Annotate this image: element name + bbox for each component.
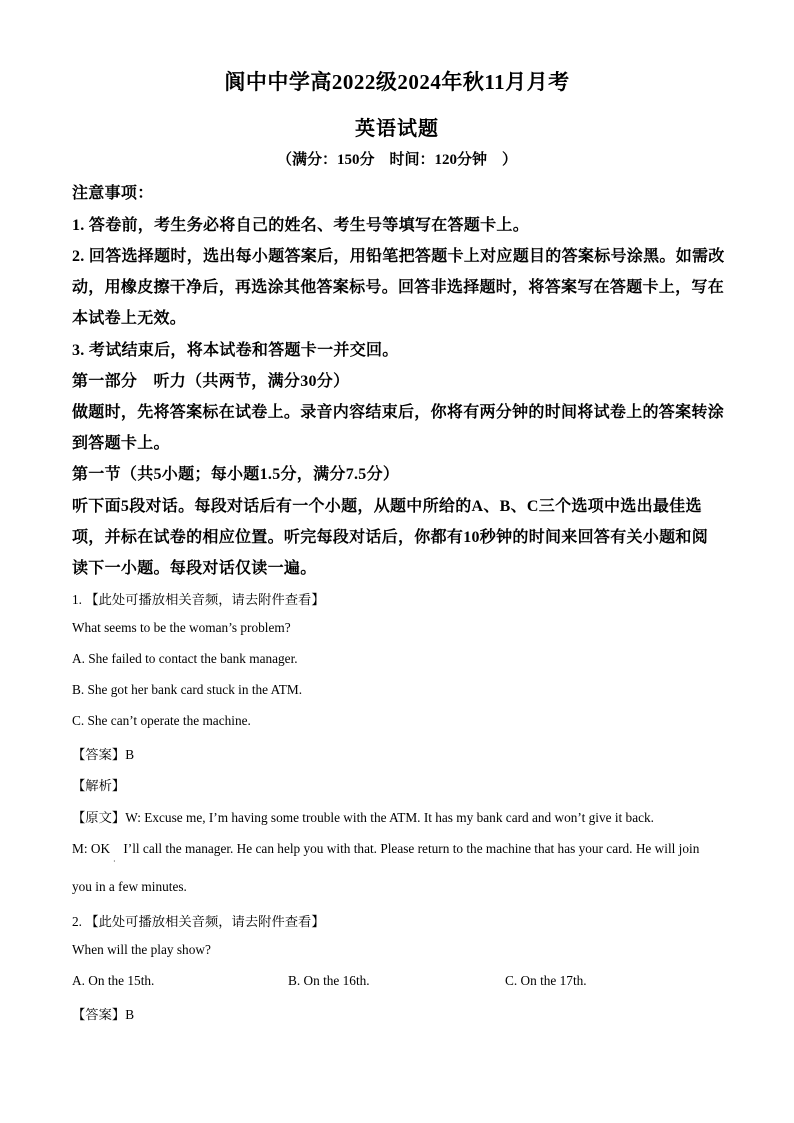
q2-option-c: C. On the 17th. [505,973,587,988]
note-2-line-3: 本试卷上无效。 [72,310,187,327]
note-1: 1. 答卷前，考生务必将自己的姓名、考生号等填写在答题卡上。 [72,217,530,234]
q1-audio-link[interactable]: 1. 【此处可播放相关音频，请去附件查看】 [72,592,325,607]
q1-original-w [72,807,654,826]
q2-answer [72,1004,134,1023]
section1-instr-line-1: 听下面5段对话。每段对话后有一个小题，从题中所给的A、B、C三个选项中选出最佳选 [72,498,702,515]
answer-tag: 【答案】 [72,747,126,762]
q2-question: When will the play show? [72,942,211,957]
q2-option-a: A. On the 15th. [72,973,155,988]
part1-intro-line-2: 到答题卡上。 [72,435,170,452]
note-2-line-2: 动，用橡皮擦干净后，再选涂其他答案标号。回答非选择题时，将答案写在答题卡上，写在 [72,279,725,296]
q2-option-b: B. On the 16th. [288,973,370,988]
section1-instr-line-2: 项，并标在试卷的相应位置。听完每段对话后，你都有10秒钟的时间来回答有关小题和阅 [72,529,709,546]
original-tag: 【原文】 [72,810,126,825]
answer-value: B [125,747,135,762]
exam-title: 阆中中学高2022级2024年秋11月月考 [224,70,570,94]
stray-dot: · [113,857,116,866]
exam-info: （满分：150分 时间：120分钟 ） [276,152,517,168]
q1-answer [72,744,134,763]
note-2-line-1: 2. 回答选择题时，选出每小题答案后，用铅笔把答题卡上对应题目的答案标号涂黑。如需改 [72,248,725,265]
q1-question: What seems to be the woman’s problem? [72,620,291,635]
q1-option-a: A. She failed to contact the bank manager. [72,651,298,666]
answer-tag: 【答案】 [72,1007,126,1022]
note-3: 3. 考试结束后，将本试卷和答题卡一并交回。 [72,342,399,359]
q1-option-b: B. She got her bank card stuck in the ATM. [72,682,303,697]
section1-heading: 第一节（共5小题；每小题1.5分，满分7.5分） [72,466,400,483]
notes-heading: 注意事项： [72,185,154,202]
section1-instr-line-3: 读下一小题。每段对话仅读一遍。 [72,560,317,577]
q1-original-m-line-1: M: OK I’ll call the manager. He can help you with that. Please return to the machine that has your card. He will join [72,841,700,856]
part1-intro-line-1: 做题时，先将答案标在试卷上。录音内容结束后，你将有两分钟的时间将试卷上的答案转涂 [72,404,725,421]
q2-audio-link[interactable]: 2. 【此处可播放相关音频，请去附件查看】 [72,914,325,929]
q1-option-c: C. She can’t operate the machine. [72,713,251,728]
subject-title: 英语试题 [355,118,439,140]
q1-analysis: 【解析】 [72,778,126,793]
part1-heading: 第一部分 听力（共两节，满分30分） [72,373,350,390]
answer-value: B [125,1007,135,1022]
q1-original-m-line-2: you in a few minutes. [72,879,187,894]
original-w-text: W: Excuse me, I’m having some trouble with the ATM. It has my bank card and won’t give it back. [125,810,654,825]
